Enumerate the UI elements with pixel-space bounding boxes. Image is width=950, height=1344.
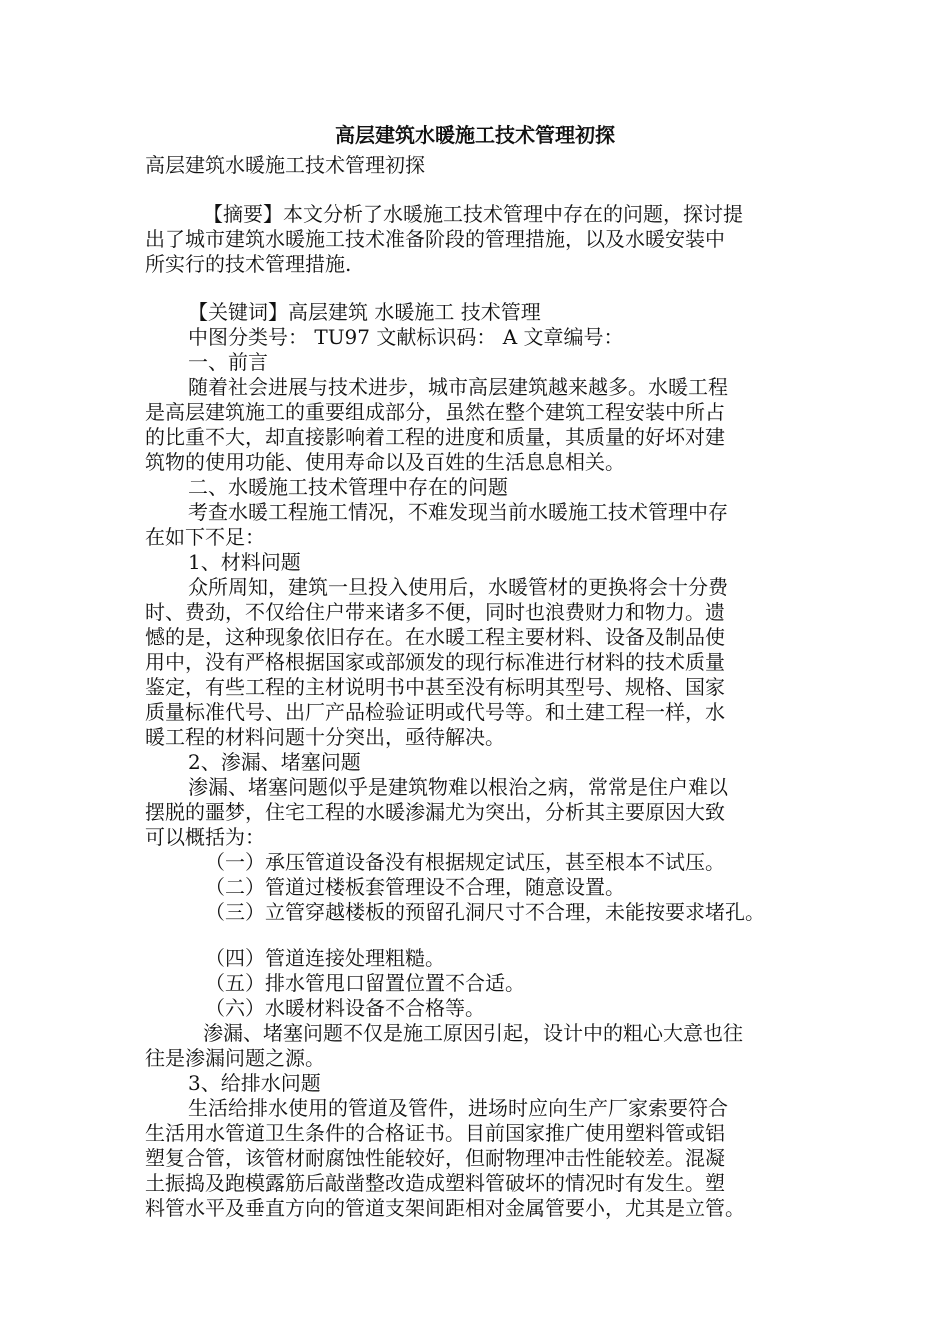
subsection-1-heading: 1、材料问题 bbox=[188, 550, 301, 574]
abstract-line-1: 【摘要】本文分析了水暖施工技术管理中存在的问题，探讨提 bbox=[203, 202, 743, 226]
subsection-3-line-4: 土振捣及跑模露筋后敲凿整改造成塑料管破坏的情况时有发生。塑 bbox=[145, 1171, 725, 1195]
subsection-2-list-item-2: （二）管道过楼板套管理设不合理，随意设置。 bbox=[205, 875, 625, 899]
subsection-3-line-3: 塑复合管，该管材耐腐蚀性能较好，但耐物理冲击性能较差。混凝 bbox=[145, 1146, 725, 1170]
subsection-3-line-2: 生活用水管道卫生条件的合格证书。目前国家推广使用塑料管或铝 bbox=[145, 1121, 725, 1145]
section-2-intro-line-2: 在如下不足： bbox=[145, 525, 265, 549]
subsection-2-list-item-5: （五）排水管甩口留置位置不合适。 bbox=[205, 971, 525, 995]
section-1-heading: 一、前言 bbox=[188, 350, 268, 374]
subsection-2-conclusion-line-1: 渗漏、堵塞问题不仅是施工原因引起，设计中的粗心大意也往 bbox=[203, 1021, 743, 1045]
subsection-2-list-item-1: （一）承压管道设备没有根据规定试压，甚至根本不试压。 bbox=[205, 850, 725, 874]
subsection-1-line-5: 鉴定，有些工程的主材说明书中甚至没有标明其型号、规格、国家 bbox=[145, 675, 725, 699]
section-1-line-3: 的比重不大，却直接影响着工程的进度和质量，其质量的好坏对建 bbox=[145, 425, 725, 449]
subsection-3-line-5: 料管水平及垂直方向的管道支架间距相对金属管要小，尤其是立管。 bbox=[145, 1196, 745, 1220]
subsection-2-heading: 2、渗漏、堵塞问题 bbox=[188, 750, 361, 774]
subsection-1-line-3: 憾的是，这种现象依旧存在。在水暖工程主要材料、设备及制品使 bbox=[145, 625, 725, 649]
classification-line: 中图分类号： TU97 文献标识码： A 文章编号： bbox=[188, 325, 624, 349]
subsection-2-list-item-3: （三）立管穿越楼板的预留孔洞尺寸不合理，未能按要求堵孔。 bbox=[205, 900, 765, 924]
subsection-2-list-item-4: （四）管道连接处理粗糙。 bbox=[205, 946, 445, 970]
subsection-3-line-1: 生活给排水使用的管道及管件，进场时应向生产厂家索要符合 bbox=[188, 1096, 728, 1120]
subsection-1-line-4: 用中，没有严格根据国家或部颁发的现行标准进行材料的技术质量 bbox=[145, 650, 725, 674]
subsection-2-line-2: 摆脱的噩梦，住宅工程的水暖渗漏尤为突出，分析其主要原因大致 bbox=[145, 800, 725, 824]
section-2-heading: 二、水暖施工技术管理中存在的问题 bbox=[188, 475, 508, 499]
keywords-line: 【关键词】高层建筑 水暖施工 技术管理 bbox=[188, 300, 541, 324]
document-title: 高层建筑水暖施工技术管理初探 bbox=[335, 123, 615, 147]
subsection-1-line-2: 时、费劲，不仅给住户带来诸多不便，同时也浪费财力和物力。遗 bbox=[145, 600, 725, 624]
abstract-line-2: 出了城市建筑水暖施工技术准备阶段的管理措施，以及水暖安装中 bbox=[145, 227, 725, 251]
section-1-line-4: 筑物的使用功能、使用寿命以及百姓的生活息息相关。 bbox=[145, 450, 625, 474]
document-subtitle: 高层建筑水暖施工技术管理初探 bbox=[145, 153, 425, 177]
subsection-1-line-1: 众所周知，建筑一旦投入使用后，水暖管材的更换将会十分费 bbox=[188, 575, 728, 599]
subsection-2-line-1: 渗漏、堵塞问题似乎是建筑物难以根治之病，常常是住户难以 bbox=[188, 775, 728, 799]
subsection-1-line-7: 暖工程的材料问题十分突出，亟待解决。 bbox=[145, 725, 505, 749]
section-1-line-2: 是高层建筑施工的重要组成部分，虽然在整个建筑工程安装中所占 bbox=[145, 400, 725, 424]
section-1-line-1: 随着社会进展与技术进步，城市高层建筑越来越多。水暖工程 bbox=[188, 375, 728, 399]
subsection-3-heading: 3、给排水问题 bbox=[188, 1071, 321, 1095]
subsection-2-conclusion-line-2: 往是渗漏问题之源。 bbox=[145, 1046, 325, 1070]
section-2-intro-line-1: 考查水暖工程施工情况，不难发现当前水暖施工技术管理中存 bbox=[188, 500, 728, 524]
subsection-1-line-6: 质量标准代号、出厂产品检验证明或代号等。和土建工程一样，水 bbox=[145, 700, 725, 724]
abstract-line-3: 所实行的技术管理措施. bbox=[145, 252, 352, 276]
subsection-2-list-item-6: （六）水暖材料设备不合格等。 bbox=[205, 996, 485, 1020]
subsection-2-line-3: 可以概括为： bbox=[145, 825, 265, 849]
